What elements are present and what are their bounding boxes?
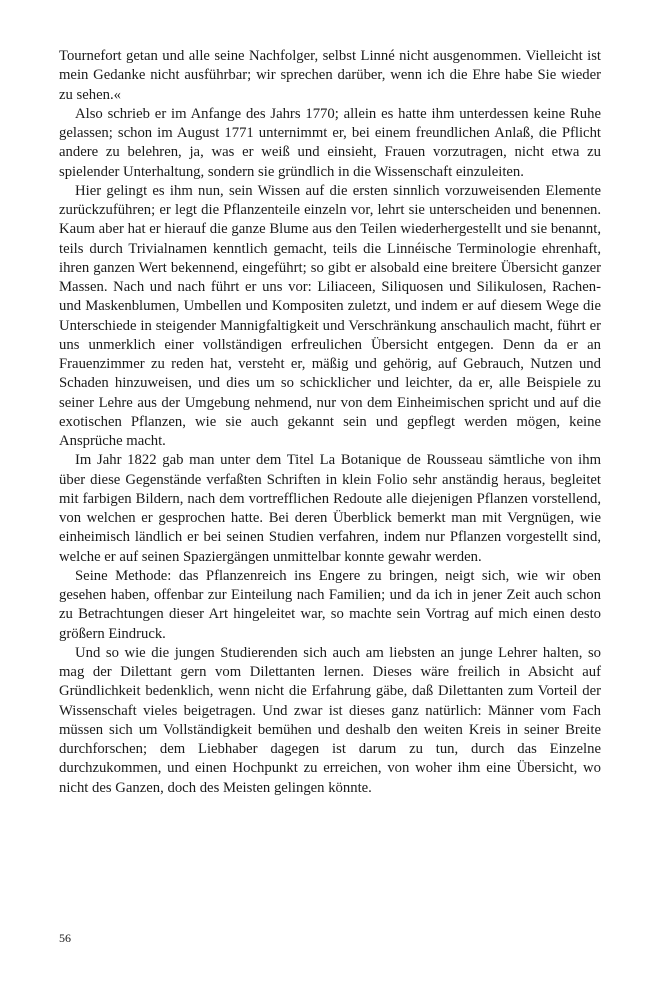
paragraph: Und so wie die jungen Studierenden sich auch am liebsten an junge Lehrer halten, so mag der Dilettant gern vom Dilettanten lernen. Dieses wäre freilich in Absicht auf Gründlichkeit bedenklich, wenn nicht die Erfahrung gäbe, daß Dilettanten zum Vorteil der Wissenschaft vieles beigetragen. Und zwar ist dieses ganz natürlich: Männer vom Fach müssen sich um Vollständigkeit bemühen und deshalb den weiten Kreis in seiner Breite durchforschen; dem Liebhaber dagegen ist darum zu tun, durch das Einzelne durchzukommen, und einen Hochpunkt zu erreichen, von woher ihm eine Übersicht, wo nicht des Ganzen, doch des Meisten gelingen könnte.: [59, 644, 601, 796]
paragraph: Hier gelingt es ihm nun, sein Wissen auf die ersten sinnlich vorzuweisenden Elemente zurückzuführen; er legt die Pflanzenteile einzeln vor, lehrt sie unterscheiden und benennen. Kaum aber hat er hierauf die ganze Blume aus den Teilen wiederhergestellt und sie benannt, teils durch Trivialnamen kenntlich gemacht, teils die Linnéische Terminologie ehrenhaft, ihren ganzen Wert bekennend, eingeführt; so gibt er alsobald eine breitere Übersicht ganzer Massen. Nach und nach führt er uns vor: Liliaceen, Siliquosen und Silikulosen, Rachen- und Maskenblumen, Umbellen und Kompositen zuletzt, und indem er auf diesem Wege die Unterschiede in steigender Mannigfaltigkeit und Verschränkung anschaulich macht, führt er uns unmerklich einer vollständigen erfreulichen Übersicht entgegen. Denn da er an Frauenzimmer zu reden hat, versteht er, mäßig und gehörig, auf Gebrauch, Nutzen und Schaden hinzuweisen, und dies um so schicklicher und leichter, da er, alle Beispiele zu seiner Lehre aus der Umgebung nehmend, nur von dem Einheimischen spricht und auf die exotischen Pflanzen, wie sie auch gekannt sein und gepflegt werden mögen, keine Ansprüche macht.: [59, 182, 601, 449]
paragraph: Also schrieb er im Anfange des Jahrs 1770; allein es hatte ihm unterdessen keine Ruhe gelassen; schon im August 1771 unternimmt er, bei einem freundlichen Anlaß, die Pflicht andere zu belehren, ja, was er weiß und einsieht, Frauen vorzutragen, nicht etwa zu spielender Unterhaltung, sondern sie gründlich in die Wissenschaft einzuleiten.: [59, 105, 601, 180]
paragraph-continuation: Tournefort getan und alle seine Nachfolger, selbst Linné nicht ausgenommen. Vielleicht ist mein Gedanke nicht ausführbar; wir sprechen darüber, wenn ich die Ehre habe Sie wieder zu sehen.«: [59, 48, 601, 103]
paragraph: Seine Methode: das Pflanzenreich ins Engere zu bringen, neigt sich, wie wir oben gesehen haben, offenbar zur Einteilung nach Familien; und da ich in jener Zeit auch schon zu Betrachtungen dieser Art hingeleitet war, so machte sein Vortrag auf mich einen desto größern Eindruck.: [59, 567, 601, 642]
paragraph: Im Jahr 1822 gab man unter dem Titel La Botanique de Rousseau sämtliche von ihm über diese Gegenstände verfaßten Schriften in klein Folio sehr anständig heraus, begleitet mit farbigen Bildern, nach dem vortrefflichen Redoute alle diejenigen Pflanzen vorstellend, von welchen er gesprochen hatte. Bei deren Überblick bemerkt man mit Vergnügen, wie einheimisch ländlich er bei seinen Studien verfahren, indem nur Pflanzen vorgestellt sind, welche er auf seinen Spaziergängen unmittelbar konnte gewahr werden.: [59, 452, 601, 565]
page-body: [59, 47, 601, 798]
page-number: 56: [59, 931, 71, 945]
